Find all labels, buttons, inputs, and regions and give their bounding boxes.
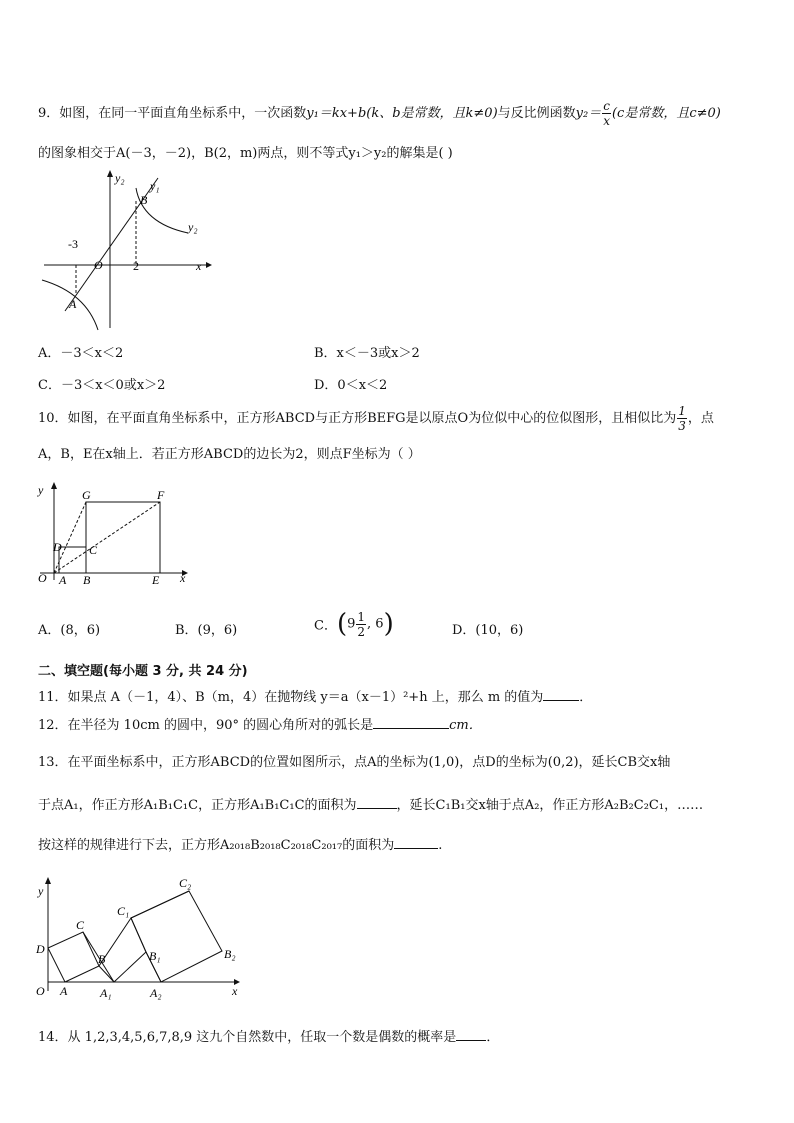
q9-label-x: x: [196, 259, 202, 273]
q10-line1-b: ，点: [687, 411, 714, 426]
q13-label-B: B: [98, 952, 106, 966]
q13-label-y: y: [38, 884, 44, 898]
q13-label-A1: A₁: [100, 986, 112, 1000]
q9-label-neg3: -3: [68, 237, 78, 251]
q10-fraction: $\frac{1}{3}$: [678, 404, 686, 433]
q10-label-B: B: [83, 573, 91, 587]
q10-label-A: A: [59, 573, 67, 587]
q9-x-arrow: [206, 262, 212, 268]
q10-option-a: A．(8，6): [38, 623, 101, 638]
q10-label-E: E: [152, 573, 160, 587]
q9-line1-c: 与反比例函数: [497, 106, 576, 121]
q13-label-D: D: [36, 942, 45, 956]
q9-label-2: 2: [133, 259, 139, 273]
q13-line3: 按这样的规律进行下去，正方形A₂₀₁₈B₂₀₁₈C₂₀₁₈C₂₀₁₇的面积为 .: [38, 838, 443, 853]
q10-option-b: B．(9，6): [175, 623, 238, 638]
q9-label-y1: y₁: [150, 179, 160, 193]
q9-option-a: A．－3＜x＜2: [38, 346, 124, 361]
q9-line1-a: 9．如图，在同一平面直角坐标系中，一次函数: [38, 106, 307, 121]
q13-label-B1: B₁: [149, 949, 161, 963]
q13-line1: 13．在平面坐标系中，正方形ABCD的位置如图所示，点A的坐标为(1,0)，点D的坐标为(0,2)，延长CB交x轴: [38, 755, 671, 770]
q9-label-O: O: [94, 258, 103, 272]
section-2-heading: 二、填空题(每小题 3 分, 共 24 分): [38, 664, 248, 679]
q13-label-C: C: [76, 918, 85, 932]
q10-label-D: D: [53, 540, 62, 554]
q13-label-A2: A₂: [150, 986, 162, 1000]
q9-line2: 的图象相交于A(－3，－2)，B(2，m)两点，则不等式y₁＞y₂的解集是( ): [38, 146, 453, 161]
q14: 14．从 1,2,3,4,5,6,7,8,9 这九个自然数中，任取一个数是偶数的概率是 ．: [38, 1030, 500, 1045]
q9-fraction: $\frac{c}{x}$: [603, 99, 610, 128]
q10-label-x: x: [180, 571, 186, 585]
q12-blank: [373, 716, 449, 729]
q9-line1-e: (c是常数，且c≠0): [611, 106, 721, 121]
q10-square-abcd: [59, 547, 86, 573]
q9-label-y2: y₂: [188, 220, 198, 234]
q11-blank: [543, 688, 579, 701]
q14-blank: [456, 1028, 486, 1041]
q9-label-A: A: [69, 297, 77, 311]
q10-label-C: C: [89, 543, 98, 557]
q10-line1-a: 10．如图，在平面直角坐标系中，正方形ABCD与正方形BEFG是以原点O为位似中心的位似图形，且相似比为: [38, 411, 677, 426]
q10-line1: [38, 404, 714, 433]
q13-blank2: [394, 836, 438, 849]
q10-option-c: C．(9 $\frac{1}{2}$ , 6): [314, 609, 394, 639]
q13-label-O: O: [36, 984, 45, 998]
q10-option-c-fraction: $\frac{1}{2}$: [357, 609, 366, 639]
q10-dash-OG: [54, 502, 86, 573]
q13-line-c1-c2: [131, 891, 189, 918]
q10-y-arrow: [51, 482, 57, 489]
q13-figure: [34, 873, 254, 1003]
q13-label-B2: B₂: [224, 947, 236, 961]
q9-inverse-fn: y₂＝: [575, 106, 602, 121]
q13-square-a1b1c1c: [99, 918, 146, 982]
q10-option-c-tail: , 6: [367, 616, 384, 632]
q9-line1: [38, 99, 721, 128]
q10-dash-OF: [54, 502, 160, 573]
q9-label-B: B: [140, 193, 148, 207]
q10-label-G: G: [82, 488, 91, 502]
q9-figure: [38, 168, 228, 338]
q13-line2: 于点A₁，作正方形A₁B₁C₁C，正方形A₁B₁C₁C的面积为 ，延长C₁B₁交x轴于点A₂，作正方形A₂B₂C₂C₁，……: [38, 798, 704, 813]
q13-blank1: [357, 796, 397, 809]
q12: 12．在半径为 10cm 的圆中，90° 的圆心角所对的弧长是 cm．: [38, 718, 482, 733]
q13-label-x: x: [232, 984, 238, 998]
q13-label-C1: C₁: [117, 904, 130, 918]
q9-option-d: D．0＜x＜2: [314, 378, 388, 393]
q10-label-O: O: [38, 571, 47, 585]
q13-square-abcd: [48, 932, 99, 982]
q10-square-befg: [86, 502, 160, 573]
q11: 11．如果点 A（－1，4）、B（m，4）在抛物线 y＝a（x－1）²+h 上，那么 m 的值为 ．: [38, 690, 593, 705]
q10-option-c-whole: 9: [347, 616, 356, 632]
q13-label-C2: C₂: [179, 876, 192, 890]
q10-option-c-prefix: C．: [314, 618, 337, 634]
q9-y-arrow: [107, 170, 113, 177]
q10-option-d: D．(10，6): [452, 623, 524, 638]
q13-square-a2b2c2c1: [131, 891, 222, 982]
q9-option-b: B．x＜－3或x＞2: [314, 346, 420, 361]
q10-line2: A，B，E在x轴上．若正方形ABCD的边长为2，则点F坐标为（ ）: [38, 447, 421, 462]
q10-label-F: F: [157, 488, 165, 502]
q13-label-A: A: [60, 984, 68, 998]
q13-y-arrow: [45, 877, 51, 884]
q9-option-c: C．－3＜x＜0或x＞2: [38, 378, 166, 393]
q9-linear-fn: y₁＝kx+b(k、b是常数，且k≠0): [306, 106, 498, 121]
q10-label-y: y: [38, 483, 44, 497]
q10-figure: [34, 480, 204, 590]
q9-label-y2-axis: y₂: [115, 171, 125, 185]
